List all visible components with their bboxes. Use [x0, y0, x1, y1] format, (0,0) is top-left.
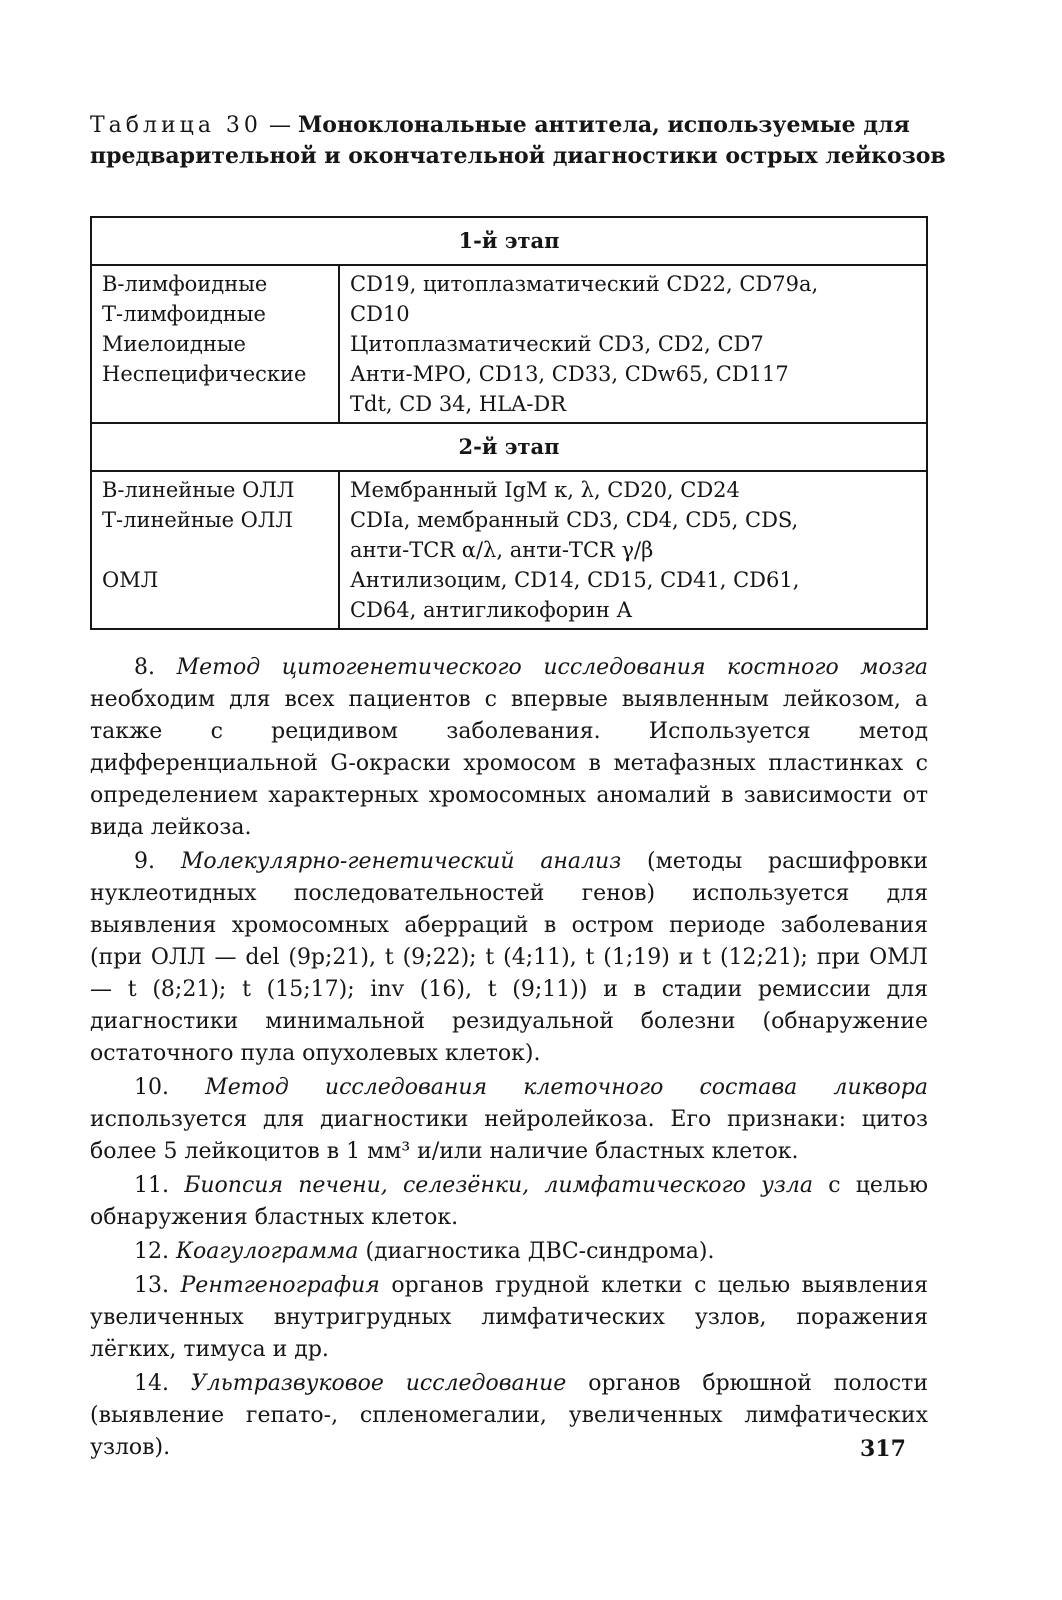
- marker-line: Tdt, CD 34, HLA-DR: [350, 392, 567, 416]
- page-number: 317: [860, 1436, 906, 1462]
- marker-line: Мембранный IgM к, λ, CD20, CD24: [350, 478, 740, 502]
- paragraph-term: Коагулограмма: [176, 1239, 359, 1264]
- paragraph-term: Молекулярно-генетический анализ: [180, 849, 622, 874]
- stage-header-row: [91, 217, 927, 265]
- body-text: [90, 652, 928, 1464]
- category-label: Т-лимфоидные: [102, 302, 266, 326]
- stage-1-markers: [339, 265, 927, 423]
- category-label: ОМЛ: [102, 568, 159, 592]
- paragraph-text: необходим для всех пациентов с впервые выявленным лейкозом, а также с рецидивом заболевания. Используется метод дифференциальной G-окраски хромосом в метафазных пластинках с определением характерных хромосомных аномалий в зависимости от вида лейкоза.: [90, 687, 928, 840]
- numbered-paragraph: [90, 1170, 928, 1234]
- table-caption-dash: —: [268, 113, 291, 138]
- antibody-table: [90, 216, 928, 630]
- paragraph-number: 11.: [134, 1173, 169, 1198]
- stage-2-categories: [91, 471, 339, 629]
- paragraph-text: используется для диагностики нейролейкоза. Его признаки: цитоз более 5 лейкоцитов в 1 мм³ и/или наличие бластных клеток.: [90, 1107, 928, 1164]
- category-label: [102, 595, 328, 625]
- category-label: Т-линейные ОЛЛ: [102, 508, 293, 532]
- paragraph-term: Метод исследования клеточного состава ликвора: [205, 1075, 928, 1100]
- category-label: Неспецифические: [102, 362, 307, 386]
- category-label: [102, 535, 328, 565]
- paragraph-term: Биопсия печени, селезёнки, лимфатического узла: [184, 1173, 813, 1198]
- marker-line: CD64, антигликофорин А: [350, 598, 633, 622]
- stage-1-header: 1-й этап: [91, 217, 927, 265]
- category-label: [102, 389, 328, 419]
- numbered-paragraph: [90, 1368, 928, 1464]
- paragraph-term: Метод цитогенетического исследования костного мозга: [176, 655, 928, 680]
- marker-line: CDIa, мембранный CD3, CD4, CD5, CDS,: [350, 508, 799, 532]
- paragraph-number: 9.: [134, 849, 155, 874]
- paragraph-text: (методы расшифровки нуклеотидных последовательностей генов) используется для выявления хромосомных аберраций в остром периоде заболевания (при ОЛЛ — del (9p;21), t (9;22); t (4;11), t (1;19) и t (12;21); при ОМЛ — t (8;21); t (15;17); inv (16), t (9;11)) и в стадии ремиссии для диагностики минимальной резидуальной болезни (обнаружение остаточного пула опухолевых клеток).: [90, 849, 928, 1066]
- marker-line: анти-TCR α/λ, анти-TCR γ/β: [350, 538, 654, 562]
- marker-line: Антилизоцим, CD14, CD15, CD41, CD61,: [350, 568, 800, 592]
- numbered-paragraph: [90, 652, 928, 844]
- stage-2-markers: [339, 471, 927, 629]
- stage-1-categories: [91, 265, 339, 423]
- numbered-paragraph: [90, 1236, 928, 1268]
- marker-line: Анти-МРО, CD13, CD33, CDw65, CD117: [350, 362, 789, 386]
- table-caption: [90, 110, 950, 172]
- paragraph-number: 10.: [134, 1075, 169, 1100]
- numbered-paragraph: [90, 846, 928, 1070]
- numbered-paragraph: [90, 1270, 928, 1366]
- paragraph-number: 8.: [134, 655, 155, 680]
- marker-line: CD19, цитоплазматический CD22, CD79a,: [350, 272, 819, 296]
- category-label: В-лимфоидные: [102, 272, 268, 296]
- paragraph-number: 14.: [134, 1371, 169, 1396]
- marker-line: Цитоплазматический CD3, CD2, CD7: [350, 332, 764, 356]
- stage-1-row: [91, 265, 927, 423]
- paragraph-term: Рентгенография: [180, 1273, 380, 1298]
- table-caption-label: Таблица 30: [90, 113, 262, 138]
- paragraph-number: 12.: [134, 1239, 169, 1264]
- stage-2-row: [91, 471, 927, 629]
- numbered-paragraph: [90, 1072, 928, 1168]
- paragraph-number: 13.: [134, 1273, 169, 1298]
- paragraph-text: органов брюшной полости (выявление гепато-, спленомегалии, увеличенных лимфатических узлов).: [90, 1371, 929, 1460]
- stage-header-row: [91, 423, 927, 471]
- paragraph-text: (диагностика ДВС-синдрома).: [365, 1239, 715, 1264]
- table-caption-title: Моноклональные антитела, используемые для предварительной и окончательной диагностики острых лейкозов: [90, 112, 946, 169]
- paragraph-term: Ультразвуковое исследование: [190, 1371, 567, 1396]
- stage-2-header: 2-й этап: [91, 423, 927, 471]
- marker-line: CD10: [350, 302, 410, 326]
- paragraph-text: с целью обнаружения бластных клеток.: [90, 1173, 928, 1230]
- category-label: Миелоидные: [102, 332, 246, 356]
- paragraph-text: органов грудной клетки с целью выявления увеличенных внутригрудных лимфатических узлов, поражения лёгких, тимуса и др.: [90, 1273, 929, 1362]
- category-label: В-линейные ОЛЛ: [102, 478, 295, 502]
